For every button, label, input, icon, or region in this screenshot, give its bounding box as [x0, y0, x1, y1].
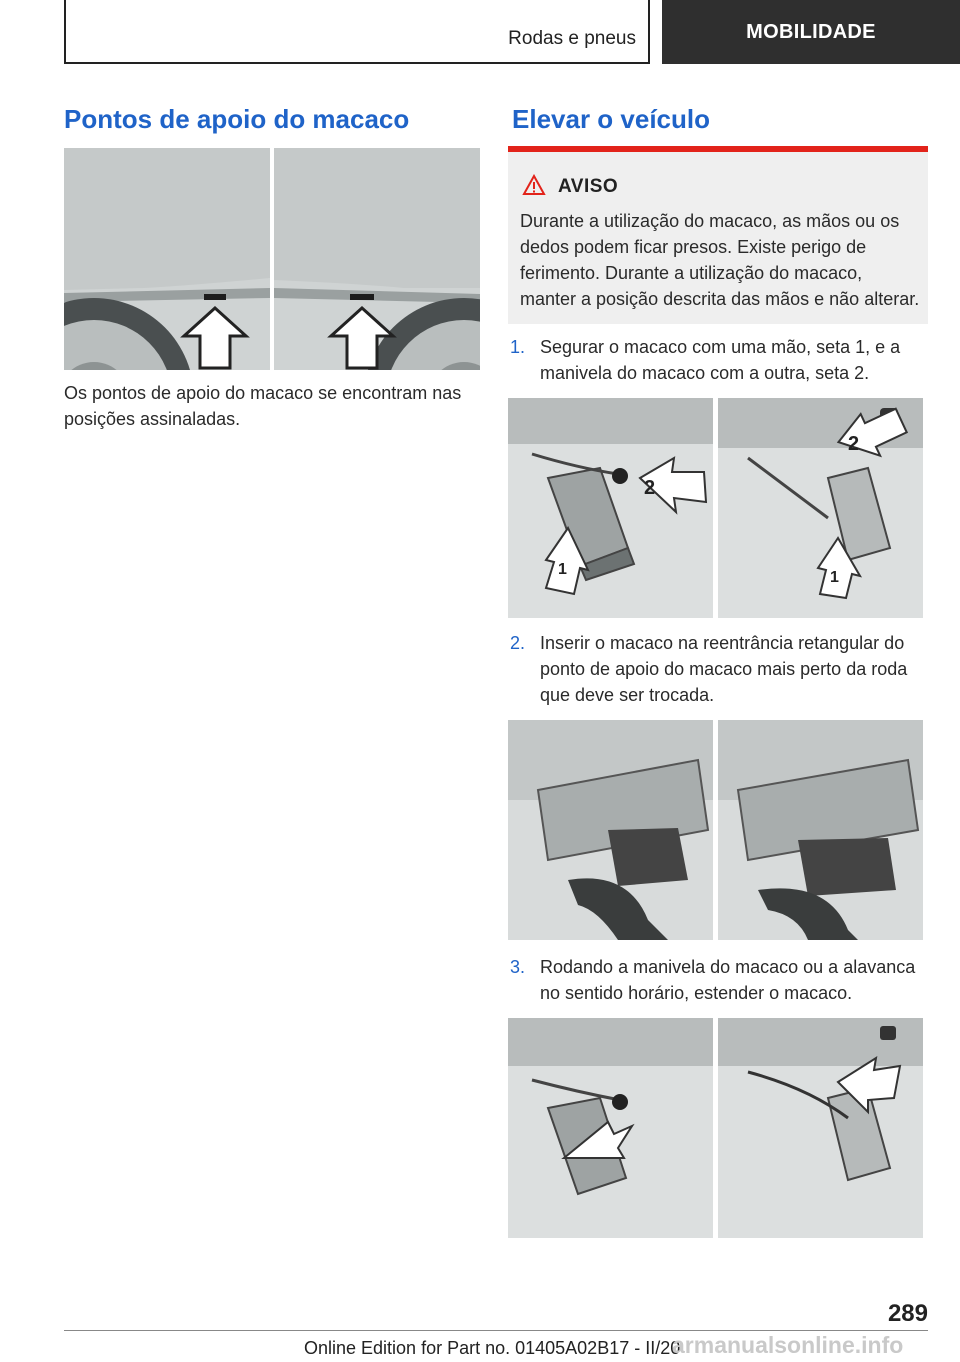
step-1	[510, 334, 930, 386]
jack-extend-figure	[508, 1018, 923, 1238]
header-rule-left	[64, 0, 66, 64]
right-heading: Elevar o veículo	[512, 104, 710, 134]
step-2	[510, 630, 930, 708]
arrow-label-2b: 2	[848, 433, 860, 455]
step-number: 1.	[510, 337, 526, 357]
arrow-label-2: 2	[644, 477, 656, 499]
warning-triangle-icon	[522, 174, 546, 196]
jack-insert-figure	[508, 720, 923, 940]
header-chapter: MOBILIDADE	[662, 0, 960, 64]
left-caption: Os pontos de apoio do macaco se encontram nas posições assinaladas.	[64, 383, 462, 429]
step-text: Inserir o macaco na reentrância retangular do ponto de apoio do macaco mais perto da roda que deve ser trocada.	[540, 633, 908, 705]
warning-text: Durante a utilização do macaco, as mãos ou os dedos podem ficar presos. Existe perigo de ferimento. Durante a utilização do macaco, manter a posição descrita das mãos e não alterar.	[520, 211, 920, 309]
arrow-label-1: 1	[558, 561, 567, 578]
header-rule-bottom	[64, 62, 650, 64]
warning-box	[508, 146, 928, 324]
step-number: 2.	[510, 633, 526, 653]
header-rule-right	[648, 0, 650, 64]
step-text: Rodando a manivela do macaco ou a alavanca no sentido horário, estender o macaco.	[540, 957, 916, 1003]
page-number: 289	[887, 1300, 928, 1327]
watermark: armanualsonline.info	[672, 1332, 904, 1358]
step-text: Segurar o macaco com uma mão, seta 1, e a manivela do macaco com a outra, seta 2.	[540, 337, 901, 383]
step-3	[510, 954, 930, 1006]
jack-hold-figure	[508, 398, 923, 618]
left-heading: Pontos de apoio do macaco	[64, 104, 410, 134]
header-section: Rodas e pneus	[508, 28, 636, 49]
jacking-points-figure	[64, 148, 480, 370]
footer-rule	[64, 1330, 928, 1331]
warning-title: AVISO	[558, 176, 619, 197]
arrow-label-1b: 1	[830, 569, 839, 586]
step-number: 3.	[510, 957, 526, 977]
edition-text: Online Edition for Part no. 01405A02B17 - II/20	[304, 1338, 681, 1358]
